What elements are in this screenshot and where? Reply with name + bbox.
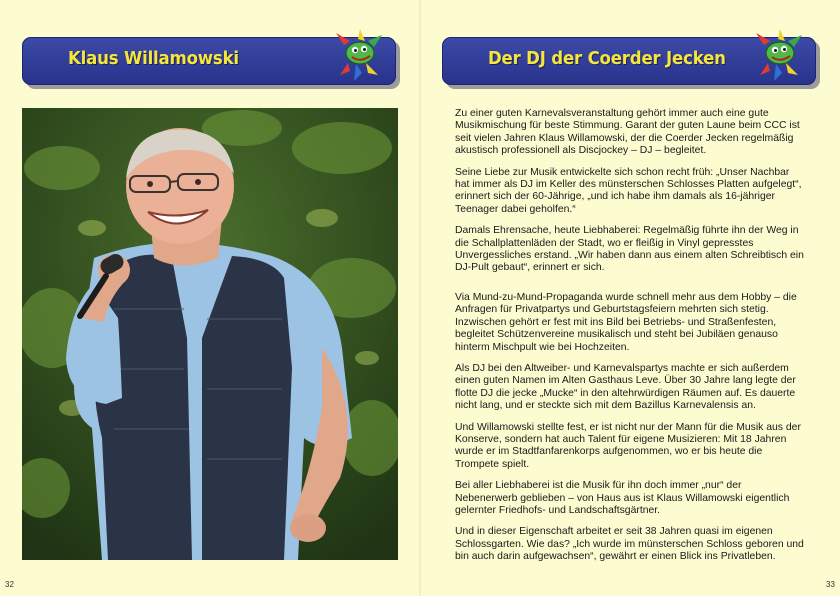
left-title-banner xyxy=(22,37,396,85)
right-page-number: 33 xyxy=(826,580,835,589)
page-gutter xyxy=(419,0,421,596)
left-page-number: 32 xyxy=(5,580,14,589)
article-paragraph: Seine Liebe zur Musik entwickelte sich schon recht früh: „Unser Nachbar hat immer als DJ im Keller des münsterschen Schlosses Platten aufgelegt“, erinnert sich der 60-Jährige, „und ich habe ihm damals als 16-jähriger Teenager dabei geholfen.“ xyxy=(455,166,802,215)
article-paragraph: Als DJ bei den Altweiber- und Karnevalspartys machte er sich außerdem einen guten Namen im Alten Gasthaus Leve. Über 30 Jahre lang legte der flotte DJ die jecke „Mucke“ in den altehrwürdigen Räumen auf. Es dauerte nicht lang, und er steckte sich mit dem Bazillus Karnevalensis an. xyxy=(455,362,796,412)
article-paragraph: Und Willamowski stellte fest, er ist nicht nur der Mann für die Musik aus der Konserve, sondern hat auch Talent für eigene Musizieren: Mit 18 Jahren wurde er im Stadtfanfarenkorps aufgenommen, wo er bis heute die Trompete spielt. xyxy=(455,421,801,470)
jester-mascot-icon xyxy=(330,29,388,85)
left-page-title: Klaus Willamowski xyxy=(68,48,239,69)
right-title-banner xyxy=(442,37,816,85)
jester-mascot-icon xyxy=(750,29,808,85)
article-paragraph: Via Mund-zu-Mund-Propaganda wurde schnell mehr aus dem Hobby – die Anfragen für Privatpartys und Geburtstagsfeiern mehrten sich stetig. Inzwischen gehört er fest mit ins Bild bei Betriebs- und Straßenfesten, begleitet Schützenvereine musikalisch und steht bei Jubiläen genauso hinterm Mischpult wie bei Hochzeiten. xyxy=(455,291,797,353)
portrait-photo xyxy=(22,108,398,560)
right-page-title: Der DJ der Coerder Jecken xyxy=(488,48,726,69)
article-body xyxy=(455,108,805,573)
article-paragraph: Zu einer guten Karnevalsveranstaltung gehört immer auch eine gute Musikmischung für beste Stimmung. Garant der guten Laune beim CCC ist seit vielen Jahren Klaus Willamowski, der die Coerder Jecken regelmäßig akustisch professionell als Discjockey – DJ – begleitet. xyxy=(455,108,800,157)
article-paragraph: Damals Ehrensache, heute Liebhaberei: Regelmäßig führte ihn der Weg in die Schallplattenläden der Stadt, wo er fleißig in Vinyl gepresstes Unvergessliches erstand. „Wir haben dann aus einem alten Schreibtisch ein DJ-Pult gebaut“, erinnert er sich. xyxy=(455,225,804,274)
article-paragraph: Und in dieser Eigenschaft arbeitet er seit 38 Jahren quasi im eigenen Schlossgarten. Wie das? „Ich wurde im münsterschen Schloss geboren und bin auch darin aufgewachsen“, gewährt er einen Blick ins Privatleben. xyxy=(455,526,804,563)
article-paragraph: Bei aller Liebhaberei ist die Musik für ihn doch immer „nur“ der Nebenerwerb geblieben – von Haus aus ist Klaus Willamowski eigentlich gelernter Friedhofs- und Landschaftsgärtner. xyxy=(455,480,790,516)
